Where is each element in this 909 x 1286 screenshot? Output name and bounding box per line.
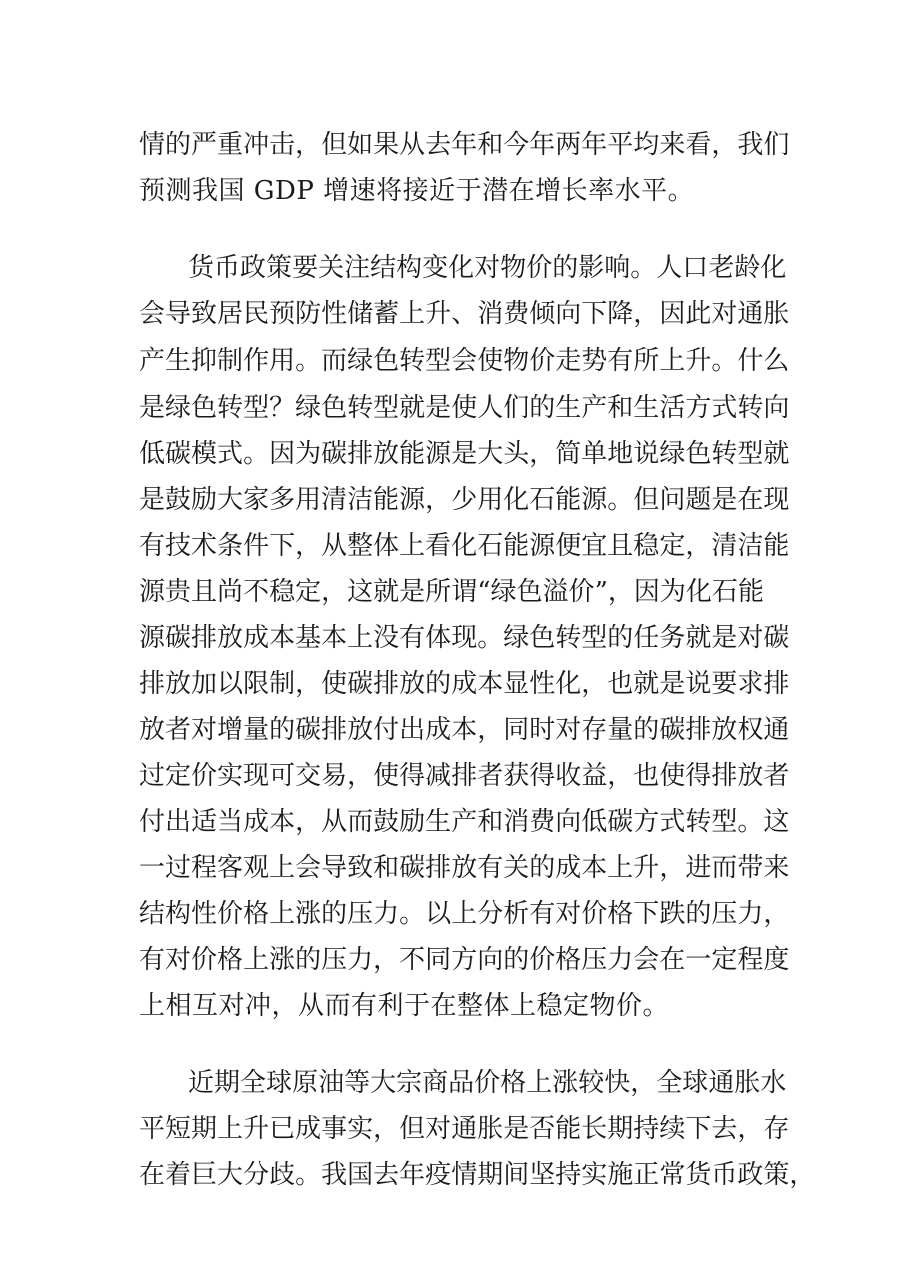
text-line: 有 对 价 格 上 涨 的 压 力 ， 不 同 方 向 的 价 格 压 力 会 在 一 定 程 度 <box>139 945 790 975</box>
text-line: 排 放 加 以 限 制 ， 使 碳 排 放 的 成 本 显 性 化 ， 也 就 是 说 要 求 排 <box>139 669 790 699</box>
text-line: 源 碳 排 放 成 本 基 本 上 没 有 体 现 。 绿 色 转 型 的 任 务 就 是 对 碳 <box>139 623 790 653</box>
text-line: 源 贵 且 尚 不 稳 定 ， 这 就 是 所 谓 “ 绿 色 溢 价 ” ， 因 为 化 石 能 <box>139 577 764 607</box>
text-line: 平 短 期 上 升 已 成 事 实 ， 但 对 通 胀 是 否 能 长 期 持 续 下 去 ， 存 <box>139 1114 790 1144</box>
text-line: 会 导 致 居 民 预 防 性 储 蓄 上 升 、 消 费 倾 向 下 降 ， 因 此 对 通 胀 <box>139 299 790 329</box>
text-line: 产 生 抑 制 作 用 。 而 绿 色 转 型 会 使 物 价 走 势 有 所 上 升 。 什 么 <box>139 346 790 376</box>
text-line: 过 定 价 实 现 可 交 易 ， 使 得 减 排 者 获 得 收 益 ， 也 使 得 排 放 者 <box>139 761 790 791</box>
text-line: 结 构 性 价 格 上 涨 的 压 力 。 以 上 分 析 有 对 价 格 下 跌 的 压 力 ， <box>139 899 790 929</box>
text-line: 是 鼓 励 大 家 多 用 清 洁 能 源 ， 少 用 化 石 能 源 。 但 问 题 是 在 现 <box>139 485 790 515</box>
text-line: 放 者 对 增 量 的 碳 排 放 付 出 成 本 ， 同 时 对 存 量 的 碳 排 放 权 通 <box>139 715 790 745</box>
text-line: 预测我国 GDP 增速将接近于潜在增长率水平。 <box>139 176 695 206</box>
text-line: 付 出 适 当 成 本 ， 从 而 鼓 励 生 产 和 消 费 向 低 碳 方 式 转 型 。 这 <box>139 807 790 837</box>
text-line: 在 着 巨 大 分 歧 。 我 国 去 年 疫 情 期 间 坚 持 实 施 正 常 货 币 政 策 ， <box>139 1160 816 1190</box>
text-line: 有 技 术 条 件 下 ， 从 整 体 上 看 化 石 能 源 便 宜 且 稳 定 ， 清 洁 能 <box>139 531 790 561</box>
text-line: 一 过 程 客 观 上 会 导 致 和 碳 排 放 有 关 的 成 本 上 升 ， 进 而 带 来 <box>139 853 790 883</box>
text-line: 近 期 全 球 原 油 等 大 宗 商 品 价 格 上 涨 较 快 ， 全 球 通 胀 水 <box>188 1068 787 1098</box>
text-line: 低 碳 模 式 。 因 为 碳 排 放 能 源 是 大 头 ， 简 单 地 说 绿 色 转 型 就 <box>139 439 790 469</box>
text-line: 情 的 严 重 冲 击 ， 但 如 果 从 去 年 和 今 年 两 年 平 均 来 看 ， 我 们 <box>139 130 790 160</box>
text-line: 货 币 政 策 要 关 注 结 构 变 化 对 物 价 的 影 响 。 人 口 老 龄 化 <box>188 253 787 283</box>
text-line: 上相互对冲，从而有利于在整体上稳定物价。 <box>139 991 670 1021</box>
text-line: 是 绿 色 转 型 ？ 绿 色 转 型 就 是 使 人 们 的 生 产 和 生 活 方 式 转 向 <box>139 393 790 423</box>
